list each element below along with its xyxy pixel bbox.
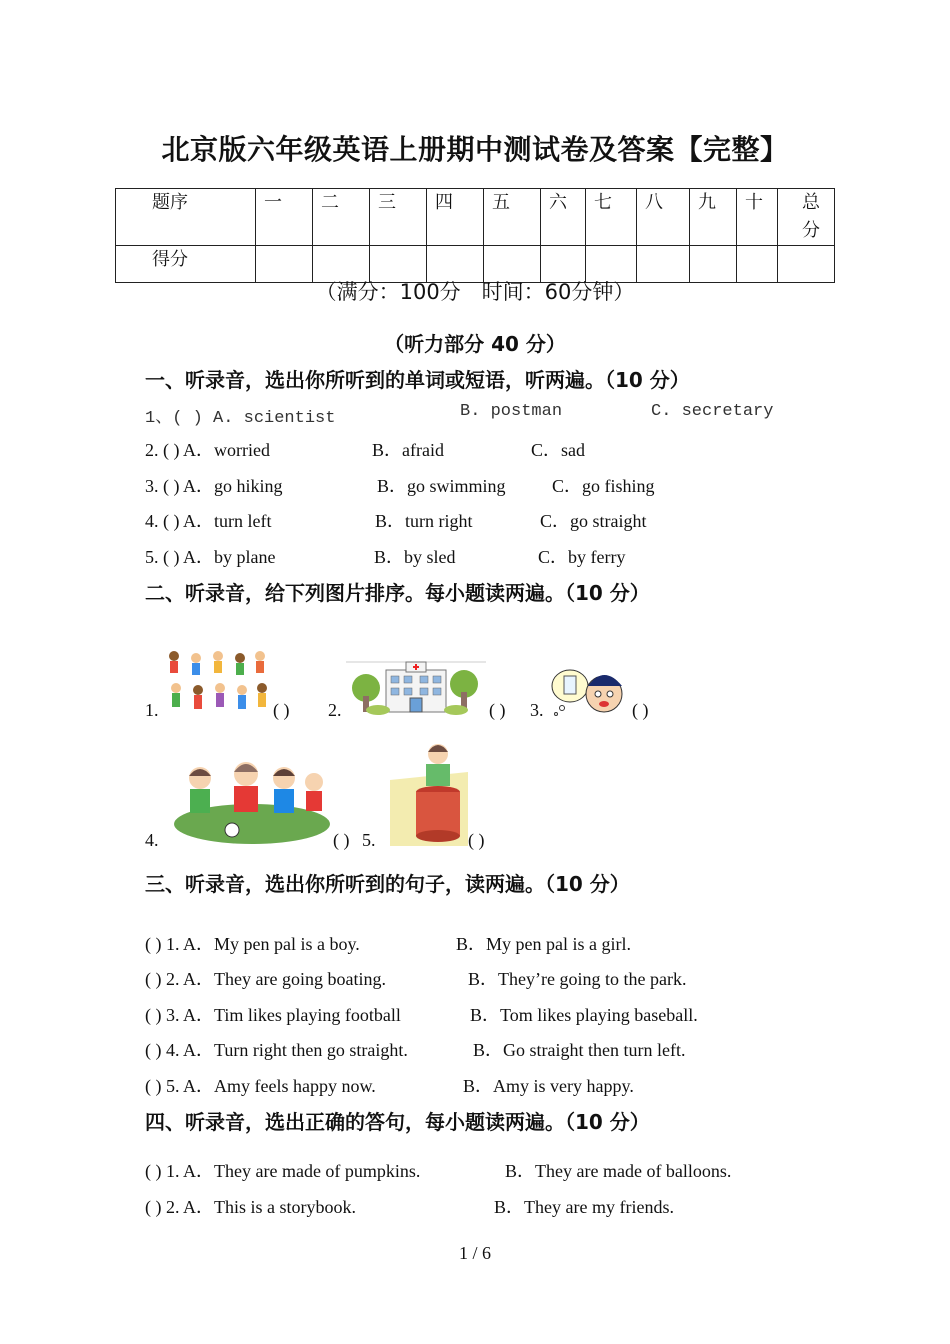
- listening-part-title: （听力部分 40 分）: [384, 332, 566, 356]
- s4-q2-b: B．They are my friends.: [494, 1197, 674, 1217]
- exam-info: （满分：100分 时间：60分钟）: [315, 280, 635, 304]
- pic2-number: 2.: [328, 700, 342, 720]
- section3-title: 三、听录音，选出你所听到的句子，读两遍。（10 分）: [145, 872, 630, 896]
- pic5-answer-blank[interactable]: ( ): [468, 830, 485, 850]
- s1-q3-b: B．go swimming: [377, 476, 506, 496]
- s1-q2-c: C．sad: [531, 440, 585, 460]
- s3-q1-b: B．My pen pal is a girl.: [456, 934, 631, 954]
- pic4-number: 4.: [145, 830, 159, 850]
- pic1-number: 1.: [145, 700, 159, 720]
- s1-q4-b: B．turn right: [375, 511, 473, 531]
- s1-q5-c: C．by ferry: [538, 547, 626, 567]
- kids-playing-picture: [162, 646, 270, 714]
- score-row-label: 得分: [116, 246, 256, 283]
- score-header-cell: 十: [737, 189, 778, 246]
- score-header-cell: 二: [313, 189, 370, 246]
- score-header-cell: 一: [256, 189, 313, 246]
- score-header-cell: 题序: [116, 189, 256, 246]
- pic3-number: 3.: [530, 700, 544, 720]
- s3-q5-b: B．Amy is very happy.: [463, 1076, 634, 1096]
- s1-q3-c: C．go fishing: [552, 476, 655, 496]
- s1-q2-b: B．afraid: [372, 440, 444, 460]
- boy-on-drum-picture: [390, 740, 468, 846]
- s3-q4-b: B．Go straight then turn left.: [473, 1040, 686, 1060]
- s1-q1-c: C. secretary: [651, 402, 774, 421]
- s4-q1-b: B．They are made of balloons.: [505, 1161, 732, 1181]
- pic4-answer-blank[interactable]: ( ): [333, 830, 350, 850]
- page-number: 1 / 6: [458, 1243, 491, 1263]
- child-figure-icon: [169, 651, 267, 709]
- score-table: [115, 188, 835, 283]
- s1-q5-b: B．by sled: [374, 547, 456, 567]
- pic1-answer-blank[interactable]: ( ): [273, 700, 290, 720]
- pic3-answer-blank[interactable]: ( ): [632, 700, 649, 720]
- s1-q4-c: C．go straight: [540, 511, 647, 531]
- pic2-answer-blank[interactable]: ( ): [489, 700, 506, 720]
- score-header-cell: 总分: [778, 189, 835, 246]
- score-header-cell: 三: [370, 189, 427, 246]
- page-title: 北京版六年级英语上册期中测试卷及答案【完整】: [161, 133, 789, 166]
- score-header-cell: 六: [541, 189, 586, 246]
- score-header-cell: 七: [586, 189, 637, 246]
- score-header-cell: 四: [427, 189, 484, 246]
- s1-q5-a: 5. ( ) A．by plane: [145, 547, 276, 567]
- thirsty-person-picture: [550, 666, 626, 718]
- s3-q3-b: B．Tom likes playing baseball.: [470, 1005, 698, 1025]
- s3-q5-a: ( ) 5. A．Amy feels happy now.: [145, 1076, 376, 1096]
- s1-q2-a: 2. ( ) A．worried: [145, 440, 270, 460]
- s3-q1-a: ( ) 1. A．My pen pal is a boy.: [145, 934, 360, 954]
- s4-q1-a: ( ) 1. A．They are made of pumpkins.: [145, 1161, 421, 1181]
- score-header-cell: 九: [690, 189, 737, 246]
- section2-title: 二、听录音，给下列图片排序。每小题读两遍。（10 分）: [145, 581, 650, 605]
- s1-q1-b: B. postman: [460, 402, 563, 421]
- boys-playing-football-picture: [172, 756, 330, 844]
- hospital-picture: [346, 660, 486, 716]
- section1-title: 一、听录音，选出你所听到的单词或短语，听两遍。（10 分）: [145, 368, 690, 392]
- section4-title: 四、听录音，选出正确的答句，每小题读两遍。（10 分）: [145, 1110, 650, 1134]
- s3-q4-a: ( ) 4. A．Turn right then go straight.: [145, 1040, 408, 1060]
- score-header-cell: 五: [484, 189, 541, 246]
- s1-q1-a: 1、( ) A. scientist: [145, 409, 336, 428]
- s1-q4-a: 4. ( ) A．turn left: [145, 511, 272, 531]
- score-table-header-row: [116, 189, 835, 246]
- s3-q2-b: B．They’re going to the park.: [468, 969, 687, 989]
- s4-q2-a: ( ) 2. A．This is a storybook.: [145, 1197, 356, 1217]
- s1-q3-a: 3. ( ) A．go hiking: [145, 476, 283, 496]
- pic5-number: 5.: [362, 830, 376, 850]
- score-header-cell: 八: [637, 189, 690, 246]
- s3-q2-a: ( ) 2. A．They are going boating.: [145, 969, 386, 989]
- s3-q3-a: ( ) 3. A．Tim likes playing football: [145, 1005, 401, 1025]
